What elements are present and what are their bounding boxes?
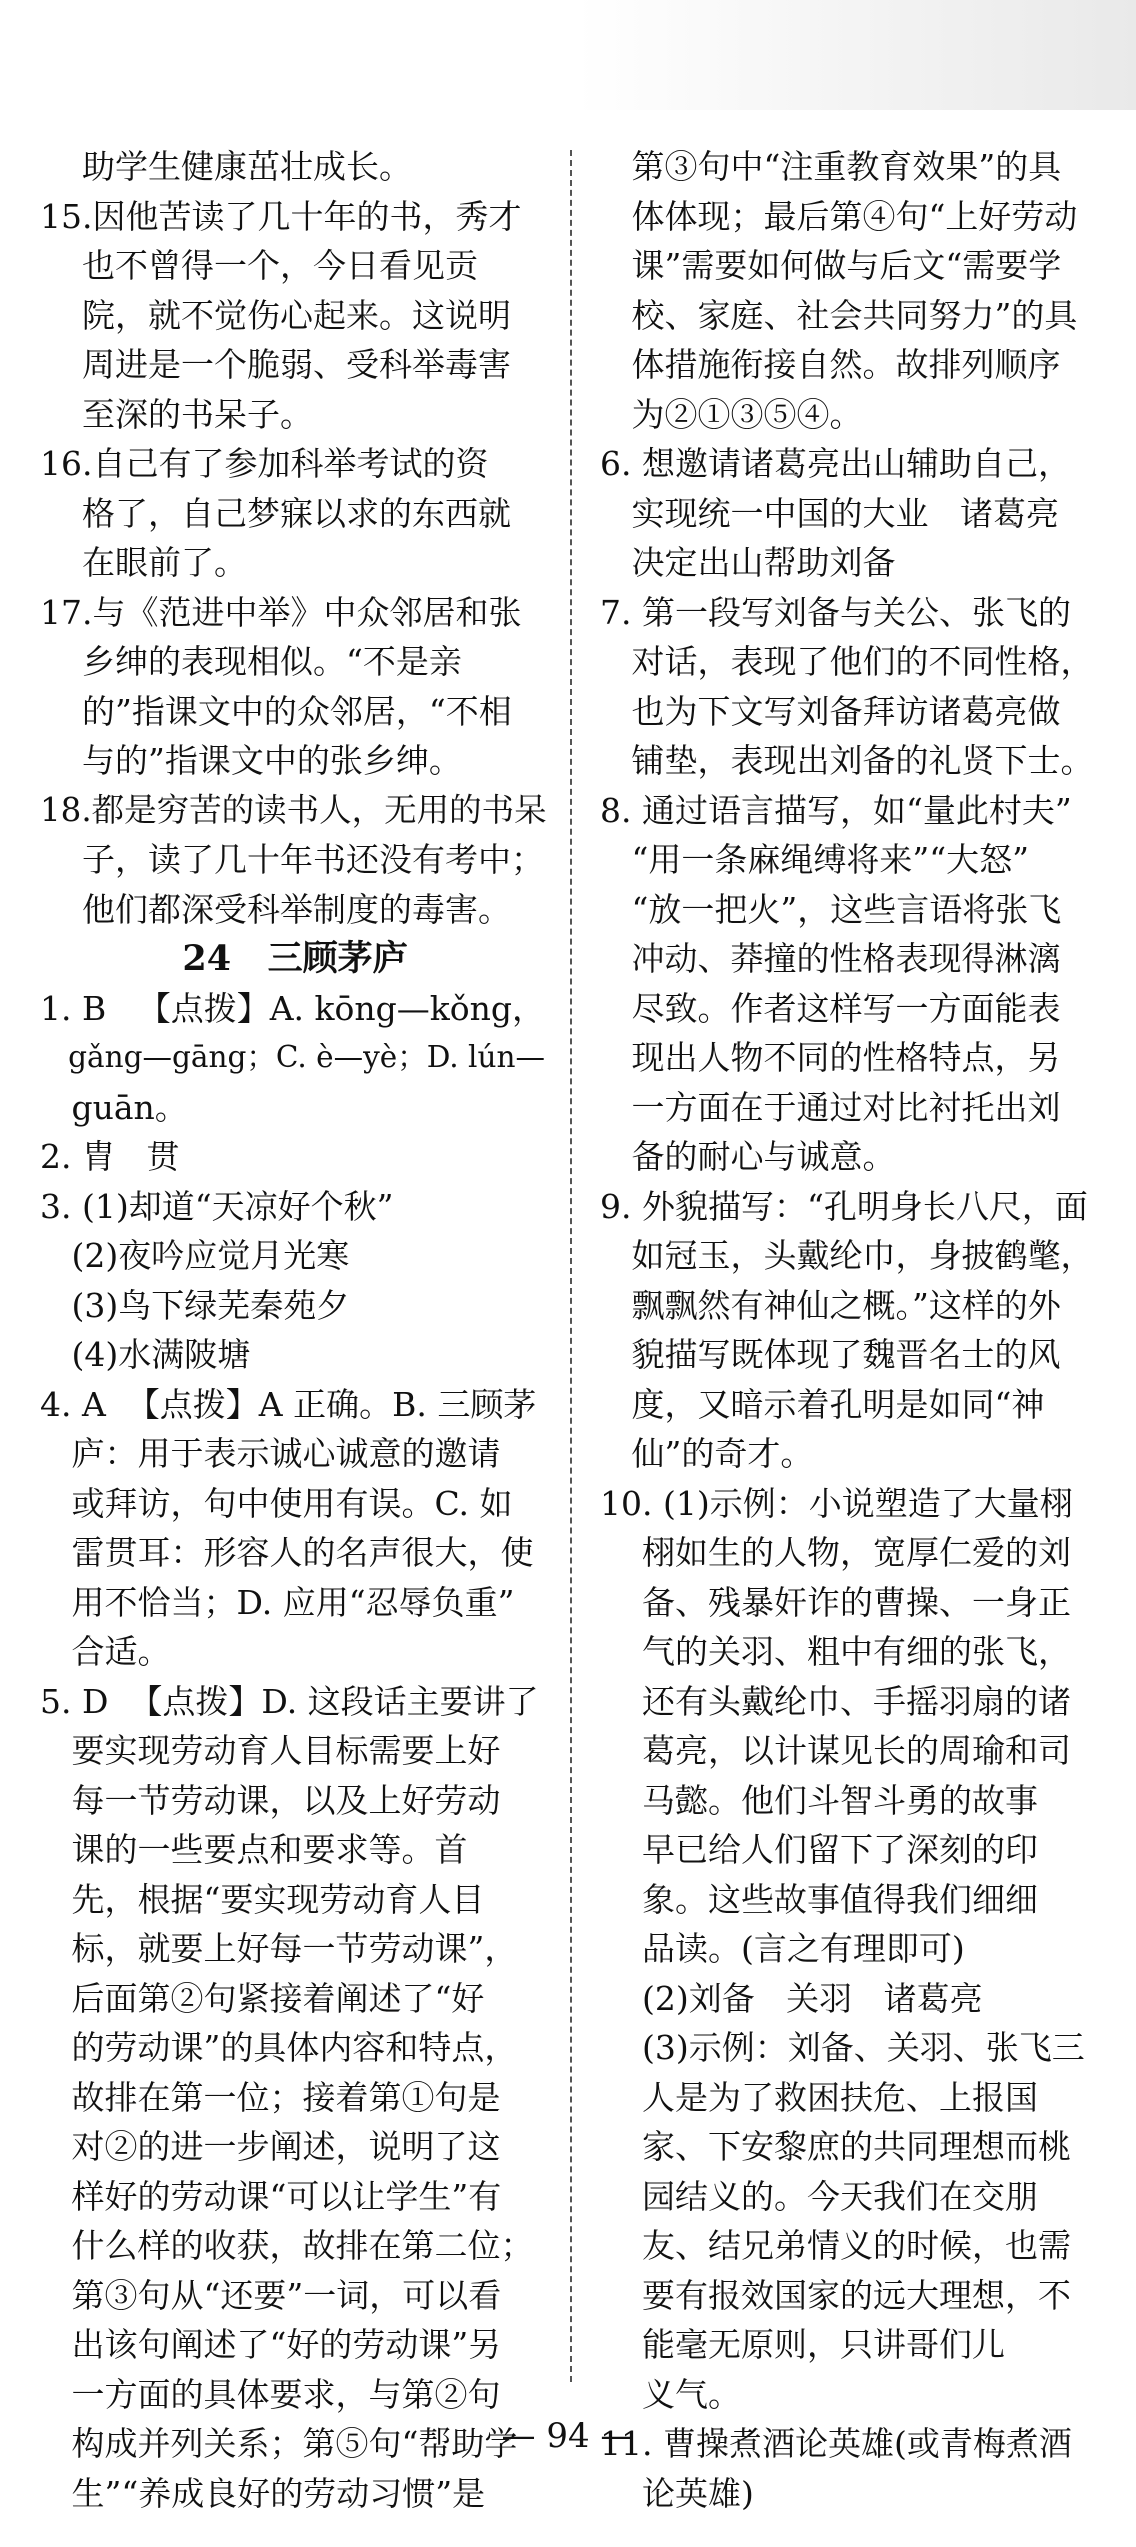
text-line: 貌描写既体现了魏晋名士的风 <box>600 1335 1061 1374</box>
text-line: 样好的劳动课“可以让学生”有 <box>40 2176 502 2216</box>
text-line: 气的关羽、粗中有细的张飞， <box>600 1632 1071 1671</box>
text-line: 要有报效国家的远大理想，不 <box>600 2275 1071 2315</box>
text-line: 体体现；最后第④句“上好劳动 <box>600 196 1078 236</box>
text-line: 9. 外貌描写：“孔明身长八尺，面 <box>600 1186 1088 1226</box>
text-line: 还有头戴纶巾、手摇羽扇的诸 <box>600 1681 1071 1721</box>
text-line: 他们都深受科举制度的毒害。 <box>40 889 511 929</box>
text-line: 的”指课文中的众邻居，“不相 <box>40 691 512 731</box>
text-line: 度，又暗示着孔明是如同“神 <box>600 1384 1045 1424</box>
text-line: 助学生健康茁壮成长。 <box>40 147 412 186</box>
text-line: 庐：用于表示诚心诚意的邀请 <box>40 1434 501 1473</box>
text-line: 后面第②句紧接着阐述了“好 <box>40 1978 485 2018</box>
text-line: 18.都是穷苦的读书人，无用的书呆 <box>40 790 547 829</box>
left-column <box>40 142 550 2518</box>
text-line: 对②的进一步阐述，说明了这 <box>40 2127 501 2166</box>
text-line: 5. D 【点拨】D. 这段话主要讲了 <box>40 1681 539 1721</box>
text-line: 园结义的。今天我们在交朋 <box>600 2176 1038 2216</box>
text-line: 冲动、莽撞的性格表现得淋漓 <box>600 939 1061 978</box>
text-line: 体措施衔接自然。故排列顺序 <box>600 345 1061 384</box>
text-line: 15.因他苦读了几十年的书，秀才 <box>40 196 522 236</box>
text-line: 也为下文写刘备拜访诸葛亮做 <box>600 691 1061 731</box>
text-line: 什么样的收获，故排在第二位； <box>40 2226 534 2265</box>
text-line: 决定出山帮助刘备 <box>600 543 896 582</box>
text-line: 现出人物不同的性格特点，另 <box>600 1038 1061 1077</box>
text-line: 一方面在于通过对比衬托出刘 <box>600 1087 1061 1127</box>
text-line: 与的”指课文中的张乡绅。 <box>40 741 462 780</box>
text-line: 乡绅的表现相似。“不是亲 <box>40 642 462 681</box>
text-line: 如冠玉，头戴纶巾，身披鹤氅， <box>600 1236 1094 1275</box>
text-line: 栩如生的人物，宽厚仁爱的刘 <box>600 1533 1071 1572</box>
text-line: 铺垫，表现出刘备的礼贤下士。 <box>600 741 1094 780</box>
text-line: (3)鸟下绿芜秦苑夕 <box>40 1285 350 1325</box>
text-line: 17.与《范进中举》中众邻居和张 <box>40 592 522 632</box>
text-line: 飘飘然有神仙之概。”这样的外 <box>600 1285 1061 1325</box>
page-number: — 94 — <box>501 2416 635 2456</box>
text-line: 出该句阐述了“好的劳动课”另 <box>40 2325 502 2364</box>
text-line: 1. B 【点拨】A. kōng—kǒng， <box>40 988 545 1028</box>
text-line: 象。这些故事值得我们细细 <box>600 1879 1038 1919</box>
text-line: 葛亮，以计谋见长的周瑜和司 <box>600 1731 1071 1770</box>
text-line: 第③句从“还要”一词，可以看 <box>40 2275 502 2315</box>
scan-shadow <box>576 0 1136 110</box>
text-line: 的劳动课”的具体内容和特点， <box>40 2028 518 2067</box>
column-divider <box>570 150 572 2382</box>
right-column <box>600 142 1110 2518</box>
text-line: “用一条麻绳缚将来”“大怒” <box>600 840 1029 879</box>
text-line: 或拜访，句中使用有误。C. 如 <box>40 1483 513 1523</box>
text-line: 10. (1)示例：小说塑造了大量栩 <box>600 1483 1073 1523</box>
text-line: 合适。 <box>40 1632 171 1671</box>
text-line: 11. 曹操煮酒论英雄(或青梅煮酒 <box>600 2424 1072 2463</box>
text-line: 也不曾得一个，今日看见贡 <box>40 246 478 285</box>
text-line: 每一节劳动课，以及上好劳动 <box>40 1780 501 1820</box>
text-line: (2)刘备 关羽 诸葛亮 <box>600 1978 983 2018</box>
text-line: 子，读了几十年书还没有考中； <box>40 840 544 879</box>
text-line: (4)水满陂塘 <box>40 1335 251 1374</box>
text-line: 用不恰当；D. 应用“忍辱负重” <box>40 1582 515 1622</box>
text-line: 院，就不觉伤心起来。这说明 <box>40 295 511 335</box>
text-line: 校、家庭、社会共同努力”的具 <box>600 295 1078 335</box>
text-line: 雷贯耳：形容人的名声很大，使 <box>40 1533 534 1572</box>
text-line: gǎng—gāng；C. è—yè；D. lún— <box>40 1040 545 1074</box>
text-line: 先，根据“要实现劳动育人目 <box>40 1879 485 1919</box>
text-line: 在眼前了。 <box>40 543 247 582</box>
text-line: “放一把火”，这些言语将张飞 <box>600 889 1062 929</box>
text-line: 4. A 【点拨】A 正确。B. 三顾茅 <box>40 1384 537 1424</box>
text-line: (3)示例：刘备、关羽、张飞三 <box>600 2028 1085 2067</box>
text-line: 仙”的奇才。 <box>600 1434 814 1473</box>
text-line: 16.自己有了参加科举考试的资 <box>40 444 489 483</box>
text-line: 义气。 <box>600 2374 741 2414</box>
text-line: 备、残暴奸诈的曹操、一身正 <box>600 1582 1071 1622</box>
text-line: 生”“养成良好的劳动习惯”是 <box>40 2473 486 2513</box>
text-line: 标，就要上好每一节劳动课”， <box>40 1929 518 1968</box>
text-line: guān。 <box>40 1087 188 1127</box>
text-line: 7. 第一段写刘备与关公、张飞的 <box>600 592 1071 632</box>
text-line: 周进是一个脆弱、受科举毒害 <box>40 345 511 384</box>
text-line: 品读。(言之有理即可) <box>600 1929 965 1968</box>
text-line: 3. (1)却道“天凉好个秋” <box>40 1186 394 1226</box>
text-line: 家、下安黎庶的共同理想而桃 <box>600 2127 1071 2166</box>
text-line: 2. 胄 贯 <box>40 1137 180 1176</box>
text-line: 故排在第一位；接着第①句是 <box>40 2077 501 2117</box>
section-title: 24 三顾茅庐 <box>182 938 408 979</box>
text-line: 实现统一中国的大业 诸葛亮 <box>600 493 1059 533</box>
text-line: 要实现劳动育人目标需要上好 <box>40 1731 501 1770</box>
text-line: 马懿。他们斗智斗勇的故事 <box>600 1780 1038 1820</box>
text-line: 6. 想邀请诸葛亮出山辅助自己， <box>600 444 1071 483</box>
text-line: 备的耐心与诚意。 <box>600 1137 896 1176</box>
text-line: 至深的书呆子。 <box>40 394 313 434</box>
text-line: 友、结兄弟情义的时候，也需 <box>600 2226 1071 2265</box>
text-line: 尽致。作者这样写一方面能表 <box>600 988 1061 1028</box>
text-line: 人是为了救困扶危、上报国 <box>600 2077 1038 2117</box>
text-line: 早已给人们留下了深刻的印 <box>600 1830 1038 1869</box>
text-line: 论英雄) <box>600 2473 754 2513</box>
text-line: 能毫无原则，只讲哥们儿 <box>600 2325 1005 2364</box>
text-line: 一方面的具体要求，与第②句 <box>40 2374 501 2414</box>
text-line: 构成并列关系；第⑤句“帮助学 <box>40 2424 518 2463</box>
text-line: 第③句中“注重教育效果”的具 <box>600 147 1062 186</box>
text-line: 课”需要如何做与后文“需要学 <box>600 246 1062 285</box>
text-line: (2)夜吟应觉月光寒 <box>40 1236 350 1275</box>
text-line: 为②①③⑤④。 <box>600 394 863 434</box>
text-line: 8. 通过语言描写，如“量此村夫” <box>600 790 1072 830</box>
text-line: 格了，自己梦寐以求的东西就 <box>40 493 511 533</box>
text-line: 对话，表现了他们的不同性格， <box>600 642 1094 681</box>
text-line: 课的一些要点和要求等。首 <box>40 1830 468 1869</box>
